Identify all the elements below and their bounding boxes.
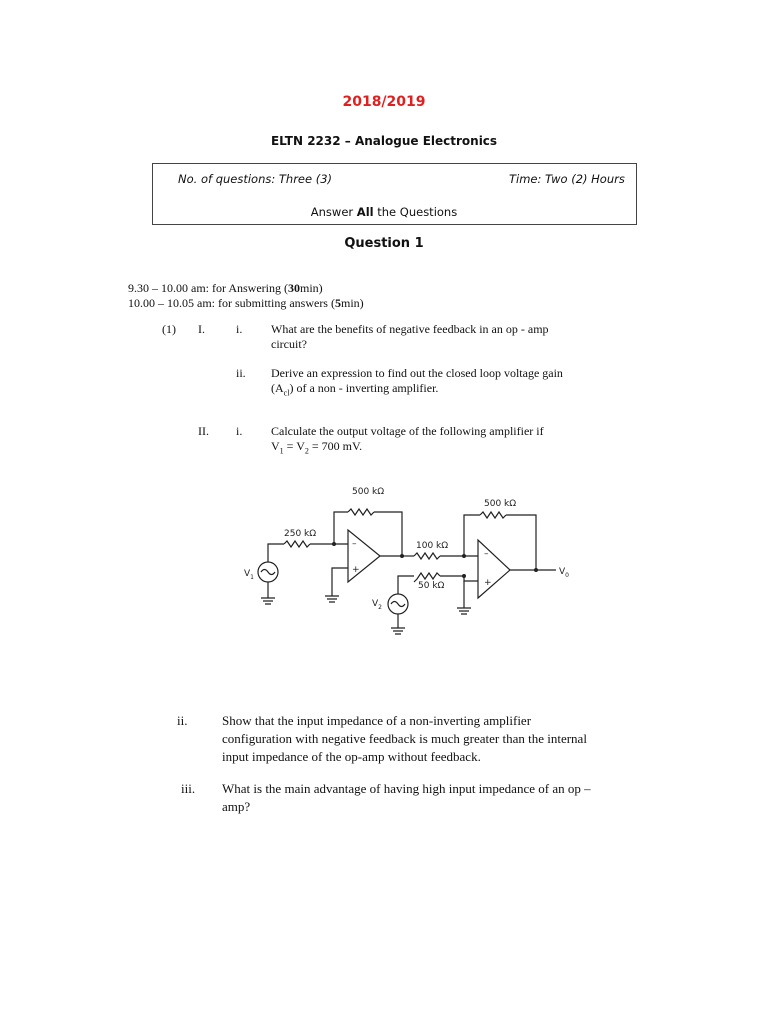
label-vout	[559, 567, 569, 579]
op1-plus: +	[352, 565, 360, 575]
question-ii-line3: input impedance of the op-amp without feedback.	[222, 749, 481, 764]
label-500k-1: 500 kΩ	[352, 487, 385, 497]
gain-symbol: (A	[271, 381, 284, 395]
schedule-answering-bold: 30	[287, 281, 300, 295]
label-vout-letter: V	[559, 567, 566, 577]
answer-instruction-post: the Questions	[373, 205, 458, 219]
op1-minus: –	[352, 539, 357, 549]
schedule-submitting-bold: 5	[334, 296, 341, 310]
label-v2-letter: V	[372, 599, 379, 609]
schedule-submitting-pre: 10.00 – 10.05 am: for submitting answers (	[128, 296, 335, 310]
junction-dot	[332, 542, 336, 546]
op2-minus: –	[484, 549, 489, 559]
part-number: (1)	[162, 322, 176, 336]
subq-II-i-line1: Calculate the output voltage of the following amplifier if	[271, 424, 544, 438]
label-100k: 100 kΩ	[416, 541, 449, 551]
ground-icon	[391, 628, 405, 634]
voltage-value: = 700 mV.	[308, 439, 363, 453]
ground-icon	[325, 596, 339, 602]
schedule-answering-post: min)	[299, 281, 323, 295]
section-II-label: II.	[198, 424, 209, 438]
resistor-100k	[414, 553, 440, 559]
question-ii-line2: configuration with negative feedback is much greater than the internal	[222, 731, 587, 746]
question-ii-label: ii.	[177, 713, 188, 728]
academic-year: 2018/2019	[342, 94, 426, 110]
junction-dot	[400, 554, 404, 558]
v-equals: = V	[283, 439, 305, 453]
section-I-label: I.	[198, 322, 205, 336]
junction-dot	[534, 568, 538, 572]
course-title: ELTN 2232 – Analogue Electronics	[270, 134, 498, 148]
junction-dot	[462, 574, 466, 578]
label-v1-letter: V	[244, 569, 251, 579]
subq-i-line1: What are the benefits of negative feedback in an op - amp	[271, 322, 549, 336]
v1-subscript: 1	[279, 446, 284, 456]
question-title: Question 1	[344, 236, 424, 251]
question-iii-line1: What is the main advantage of having high input impedance of an op –	[222, 781, 591, 796]
subq-ii-line2-tail: ) of a non - inverting amplifier.	[289, 381, 439, 395]
label-250k: 250 kΩ	[284, 529, 317, 539]
subq-i-line2: circuit?	[271, 337, 307, 351]
v1-symbol: V	[271, 439, 280, 453]
ground-icon	[261, 598, 275, 604]
ground-icon	[457, 608, 471, 614]
label-v2	[372, 599, 382, 611]
answer-instruction-pre: Answer	[310, 205, 357, 219]
v2-subscript: 2	[304, 446, 309, 456]
label-500k-2: 500 kΩ	[484, 499, 517, 509]
label-v1	[244, 569, 254, 581]
exam-duration: Time: Two (2) Hours	[509, 172, 625, 186]
number-of-questions: No. of questions: Three (3)	[178, 172, 333, 186]
subq-II-i-label: i.	[236, 424, 243, 438]
subq-ii-line1: Derive an expression to find out the closed loop voltage gain	[271, 366, 563, 380]
answer-instruction-bold: All	[356, 205, 374, 219]
question-ii-line1: Show that the input impedance of a non-inverting amplifier	[222, 713, 532, 728]
schedule-answering-pre: 9.30 – 10.00 am: for Answering (	[128, 281, 288, 295]
subq-i-label: i.	[236, 322, 243, 336]
resistor-500k-1	[348, 509, 374, 515]
junction-dot	[462, 554, 466, 558]
schedule-submitting-post: min)	[340, 296, 364, 310]
label-v2-sub: 2	[378, 604, 382, 611]
question-iii-label: iii.	[181, 781, 196, 796]
label-vout-sub: 0	[565, 572, 569, 579]
label-v1-sub: 1	[250, 574, 254, 581]
gain-subscript: cl	[283, 388, 290, 398]
resistor-500k-2	[480, 512, 506, 518]
subq-ii-label: ii.	[236, 366, 246, 380]
question-iii-line2: amp?	[222, 799, 251, 814]
resistor-250k	[284, 541, 310, 547]
op-amp-2	[478, 540, 510, 598]
label-50k: 50 kΩ	[418, 581, 445, 591]
op2-plus: +	[484, 578, 492, 588]
